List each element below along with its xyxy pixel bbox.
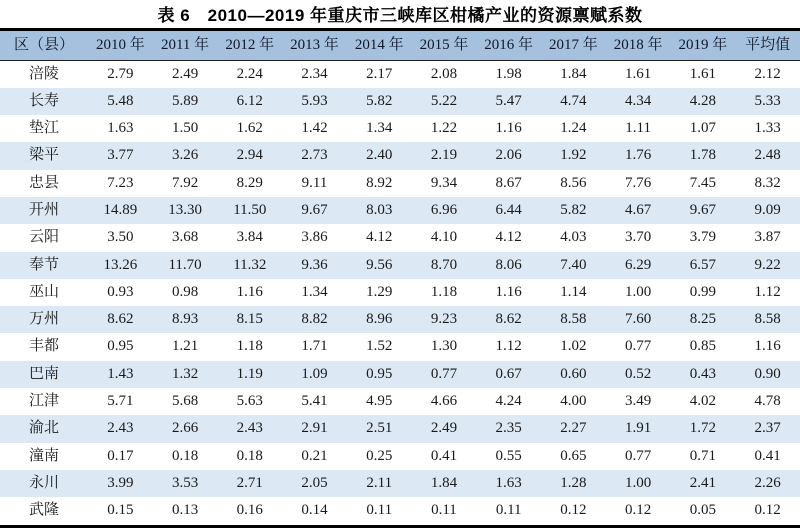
value-cell: 9.36 [301, 256, 328, 273]
value-cell: 8.92 [366, 174, 393, 191]
value-cell: 9.11 [301, 174, 328, 191]
region-cell: 开州 [28, 201, 59, 218]
value-cell: 11.32 [233, 256, 267, 273]
value-cell: 1.16 [754, 338, 781, 355]
value-cell: 0.41 [430, 447, 458, 464]
region-cell: 武隆 [28, 502, 59, 519]
region-column-header: 区（县） [0, 30, 88, 61]
region-cell: 巫山 [28, 283, 59, 300]
value-cell: 1.62 [236, 120, 263, 137]
value-cell: 6.96 [430, 201, 458, 218]
table-row [0, 197, 800, 224]
value-cell: 1.61 [624, 65, 652, 82]
value-cell: 8.56 [560, 174, 587, 191]
value-cell: 14.89 [103, 201, 138, 218]
value-cell: 1.63 [495, 474, 522, 491]
region-cell: 巴南 [28, 365, 59, 382]
value-cell: 3.50 [107, 229, 134, 246]
value-cell: 4.95 [366, 393, 393, 410]
value-cell: 0.41 [754, 447, 781, 464]
value-cell: 0.85 [689, 338, 716, 355]
value-cell: 0.11 [431, 502, 457, 519]
region-cell: 长寿 [28, 92, 59, 109]
value-cell: 0.11 [366, 502, 393, 519]
value-cell: 1.29 [366, 283, 393, 300]
value-cell: 1.09 [301, 365, 328, 382]
value-cell: 8.62 [107, 311, 134, 328]
value-cell: 1.42 [301, 120, 328, 137]
value-cell: 1.00 [624, 474, 652, 491]
value-cell: 11.70 [168, 256, 202, 273]
value-cell: 5.41 [301, 393, 328, 410]
value-cell: 13.30 [168, 201, 202, 218]
value-cell: 5.89 [171, 92, 199, 109]
value-cell: 9.23 [430, 311, 458, 328]
value-cell: 5.82 [366, 92, 393, 109]
region-cell: 潼南 [28, 447, 59, 464]
table-body [0, 60, 800, 526]
value-cell: 0.25 [366, 447, 393, 464]
value-cell: 1.84 [560, 65, 587, 82]
value-cell: 5.93 [301, 92, 328, 109]
value-cell: 7.23 [107, 174, 134, 191]
value-cell: 1.18 [430, 283, 458, 300]
value-cell: 0.77 [430, 365, 458, 382]
value-cell: 1.12 [754, 283, 781, 300]
value-cell: 1.43 [107, 365, 134, 382]
value-cell: 1.71 [301, 338, 328, 355]
value-cell: 3.99 [107, 474, 134, 491]
value-cell: 1.50 [171, 120, 199, 137]
region-cell: 丰都 [28, 338, 59, 355]
value-cell: 5.71 [107, 393, 134, 410]
value-cell: 9.22 [754, 256, 781, 273]
value-cell: 3.84 [236, 229, 263, 246]
value-cell: 8.15 [236, 311, 263, 328]
value-cell: 0.15 [107, 502, 134, 519]
value-cell: 2.37 [754, 420, 781, 437]
year-column-header: 2017 年 [541, 30, 606, 61]
value-cell: 2.05 [301, 474, 328, 491]
value-cell: 9.09 [754, 201, 781, 218]
value-cell: 5.82 [560, 201, 587, 218]
value-cell: 6.44 [495, 201, 522, 218]
value-cell: 5.22 [430, 92, 458, 109]
value-cell: 0.12 [560, 502, 587, 519]
value-cell: 1.33 [754, 120, 781, 137]
value-cell: 2.41 [689, 474, 716, 491]
value-cell: 8.58 [754, 311, 781, 328]
region-cell: 奉节 [28, 256, 59, 273]
value-cell: 1.16 [495, 120, 522, 137]
value-cell: 4.10 [430, 229, 458, 246]
value-cell: 0.71 [689, 447, 716, 464]
value-cell: 2.79 [107, 65, 134, 82]
year-column-header: 2013 年 [282, 30, 347, 61]
value-cell: 2.06 [495, 147, 522, 164]
value-cell: 1.12 [495, 338, 522, 355]
value-cell: 8.96 [366, 311, 393, 328]
value-cell: 11.50 [233, 201, 267, 218]
value-cell: 1.63 [107, 120, 134, 137]
value-cell: 3.70 [624, 229, 652, 246]
value-cell: 0.21 [301, 447, 328, 464]
value-cell: 3.79 [689, 229, 716, 246]
year-column-header: 2012 年 [217, 30, 282, 61]
value-cell: 4.28 [689, 92, 716, 109]
value-cell: 8.62 [495, 311, 522, 328]
value-cell: 8.06 [495, 256, 522, 273]
region-cell: 忠县 [28, 174, 59, 191]
value-cell: 2.91 [301, 420, 328, 437]
table-row [0, 443, 800, 470]
value-cell: 0.65 [560, 447, 587, 464]
value-cell: 0.18 [236, 447, 263, 464]
value-cell: 1.84 [430, 474, 458, 491]
value-cell: 0.18 [171, 447, 199, 464]
value-cell: 1.61 [689, 65, 716, 82]
region-cell: 永川 [28, 474, 59, 491]
value-cell: 1.16 [495, 283, 522, 300]
table-row [0, 115, 800, 142]
value-cell: 0.12 [624, 502, 652, 519]
value-cell: 0.67 [495, 365, 522, 382]
year-column-header: 2016 年 [476, 30, 541, 61]
value-cell: 0.12 [754, 502, 781, 519]
value-cell: 2.08 [430, 65, 458, 82]
year-column-header: 2015 年 [412, 30, 477, 61]
value-cell: 1.22 [430, 120, 458, 137]
value-cell: 1.19 [236, 365, 263, 382]
value-cell: 1.76 [624, 147, 652, 164]
value-cell: 13.26 [103, 256, 138, 273]
table-row [0, 279, 800, 306]
year-column-header: 2018 年 [606, 30, 671, 61]
value-cell: 8.70 [430, 256, 458, 273]
value-cell: 1.18 [236, 338, 263, 355]
value-cell: 0.93 [107, 283, 134, 300]
region-cell: 江津 [28, 393, 59, 410]
value-cell: 1.16 [236, 283, 263, 300]
value-cell: 3.26 [171, 147, 199, 164]
value-cell: 0.05 [689, 502, 716, 519]
region-cell: 云阳 [28, 229, 59, 246]
value-cell: 7.45 [689, 174, 716, 191]
table-caption: 表 6 2010—2019 年重庆市三峡库区柑橘产业的资源禀赋系数 [157, 6, 643, 25]
value-cell: 6.57 [689, 256, 716, 273]
value-cell: 9.56 [366, 256, 393, 273]
value-cell: 0.98 [171, 283, 199, 300]
table-row [0, 60, 800, 88]
value-cell: 7.40 [560, 256, 587, 273]
value-cell: 3.77 [107, 147, 134, 164]
value-cell: 2.17 [366, 65, 393, 82]
value-cell: 1.52 [366, 338, 393, 355]
value-cell: 4.00 [560, 393, 587, 410]
value-cell: 1.30 [430, 338, 458, 355]
value-cell: 1.07 [689, 120, 716, 137]
table-row [0, 170, 800, 197]
region-cell: 涪陵 [28, 65, 59, 82]
value-cell: 8.58 [560, 311, 587, 328]
value-cell: 2.35 [495, 420, 522, 437]
value-cell: 0.90 [754, 365, 781, 382]
value-cell: 5.47 [495, 92, 522, 109]
value-cell: 3.68 [171, 229, 199, 246]
paper-page [0, 3, 800, 530]
year-column-header: 平均值 [735, 30, 800, 61]
value-cell: 8.29 [236, 174, 263, 191]
value-cell: 2.48 [754, 147, 781, 164]
value-cell: 2.12 [754, 65, 781, 82]
value-cell: 1.00 [624, 283, 652, 300]
value-cell: 2.40 [366, 147, 393, 164]
value-cell: 6.12 [236, 92, 263, 109]
value-cell: 2.66 [171, 420, 199, 437]
table-row [0, 470, 800, 497]
value-cell: 1.92 [560, 147, 587, 164]
value-cell: 2.94 [236, 147, 263, 164]
table-row [0, 497, 800, 526]
value-cell: 0.16 [236, 502, 263, 519]
table-row [0, 361, 800, 388]
value-cell: 4.02 [689, 393, 716, 410]
table-row [0, 415, 800, 442]
value-cell: 0.11 [495, 502, 522, 519]
value-cell: 0.52 [624, 365, 652, 382]
value-cell: 3.87 [754, 229, 781, 246]
value-cell: 3.49 [624, 393, 652, 410]
value-cell: 2.26 [754, 474, 781, 491]
value-cell: 0.17 [107, 447, 134, 464]
value-cell: 5.68 [171, 393, 199, 410]
value-cell: 8.03 [366, 201, 393, 218]
value-cell: 8.32 [754, 174, 781, 191]
value-cell: 4.74 [560, 92, 587, 109]
value-cell: 3.53 [171, 474, 199, 491]
value-cell: 5.48 [107, 92, 134, 109]
value-cell: 1.34 [366, 120, 393, 137]
value-cell: 9.34 [430, 174, 458, 191]
value-cell: 5.63 [236, 393, 263, 410]
value-cell: 0.95 [107, 338, 134, 355]
value-cell: 1.72 [689, 420, 716, 437]
table-row [0, 142, 800, 169]
value-cell: 0.95 [366, 365, 393, 382]
value-cell: 1.91 [624, 420, 652, 437]
value-cell: 1.24 [560, 120, 587, 137]
value-cell: 1.11 [625, 120, 651, 137]
value-cell: 1.32 [171, 365, 199, 382]
year-column-header: 2011 年 [153, 30, 218, 61]
value-cell: 4.66 [430, 393, 458, 410]
value-cell: 4.03 [560, 229, 587, 246]
value-cell: 8.25 [689, 311, 716, 328]
value-cell: 0.77 [624, 447, 652, 464]
value-cell: 5.33 [754, 92, 781, 109]
value-cell: 2.34 [301, 65, 328, 82]
table-row [0, 252, 800, 279]
region-cell: 垫江 [28, 120, 59, 137]
value-cell: 7.92 [171, 174, 199, 191]
value-cell: 2.73 [301, 147, 328, 164]
value-cell: 1.34 [301, 283, 328, 300]
value-cell: 0.55 [495, 447, 522, 464]
value-cell: 0.99 [689, 283, 716, 300]
value-cell: 0.43 [689, 365, 716, 382]
value-cell: 0.77 [624, 338, 652, 355]
value-cell: 4.34 [624, 92, 652, 109]
table-row [0, 388, 800, 415]
value-cell: 1.21 [171, 338, 199, 355]
value-cell: 2.43 [236, 420, 263, 437]
year-column-header: 2014 年 [347, 30, 412, 61]
year-column-header: 2019 年 [670, 30, 735, 61]
value-cell: 0.13 [171, 502, 199, 519]
value-cell: 9.67 [301, 201, 328, 218]
value-cell: 4.12 [495, 229, 522, 246]
value-cell: 2.24 [236, 65, 263, 82]
region-cell: 万州 [28, 311, 59, 328]
value-cell: 2.19 [430, 147, 458, 164]
value-cell: 2.51 [366, 420, 393, 437]
value-cell: 0.60 [560, 365, 587, 382]
value-cell: 2.11 [366, 474, 393, 491]
value-cell: 8.67 [495, 174, 522, 191]
endowment-table [0, 28, 800, 528]
value-cell: 7.60 [624, 311, 652, 328]
value-cell: 2.27 [560, 420, 587, 437]
value-cell: 2.43 [107, 420, 134, 437]
value-cell: 3.86 [301, 229, 328, 246]
value-cell: 4.12 [366, 229, 393, 246]
value-cell: 7.76 [624, 174, 652, 191]
value-cell: 2.71 [236, 474, 263, 491]
value-cell: 1.28 [560, 474, 587, 491]
region-cell: 梁平 [28, 147, 59, 164]
table-row [0, 333, 800, 360]
value-cell: 4.78 [754, 393, 781, 410]
value-cell: 0.14 [301, 502, 328, 519]
value-cell: 4.67 [624, 201, 652, 218]
value-cell: 1.98 [495, 65, 522, 82]
value-cell: 1.78 [689, 147, 716, 164]
value-cell: 4.24 [495, 393, 522, 410]
table-row [0, 306, 800, 333]
table-header [0, 30, 800, 61]
value-cell: 9.67 [689, 201, 716, 218]
value-cell: 8.93 [171, 311, 199, 328]
value-cell: 8.82 [301, 311, 328, 328]
table-row [0, 88, 800, 115]
region-cell: 渝北 [28, 420, 59, 437]
value-cell: 1.02 [560, 338, 587, 355]
value-cell: 2.49 [171, 65, 199, 82]
value-cell: 2.49 [430, 420, 458, 437]
table-row [0, 224, 800, 251]
value-cell: 6.29 [624, 256, 652, 273]
header-row [0, 30, 800, 61]
year-column-header: 2010 年 [88, 30, 153, 61]
value-cell: 1.14 [560, 283, 587, 300]
